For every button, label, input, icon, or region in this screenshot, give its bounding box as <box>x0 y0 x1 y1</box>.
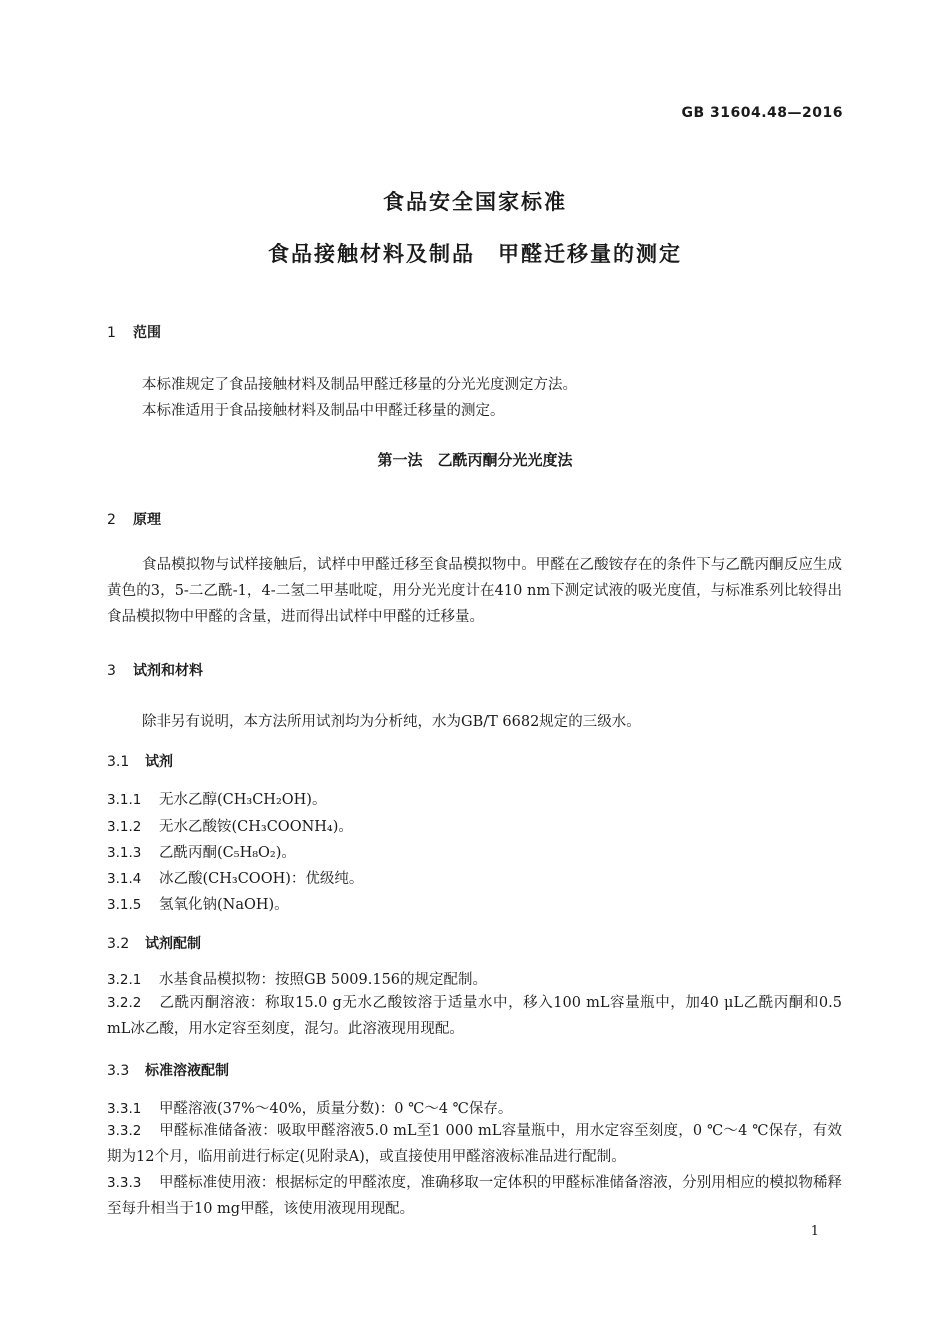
item-number: 3.2.2 <box>107 995 142 1011</box>
section-number: 3 <box>107 663 116 679</box>
section-number: 1 <box>107 325 116 341</box>
section-title: 范围 <box>133 325 161 341</box>
item-number: 3.3.3 <box>107 1175 142 1191</box>
item-text: 无水乙酸铵(CH₃COONH₄)。 <box>159 819 353 835</box>
list-item <box>107 1097 512 1118</box>
subsection-title: 试剂配制 <box>145 936 201 952</box>
scope-paragraph-1: 本标准规定了食品接触材料及制品甲醛迁移量的分光光度测定方法。 <box>142 377 577 393</box>
subsection-title: 标准溶液配制 <box>145 1063 229 1079</box>
section-title: 试剂和材料 <box>133 663 203 679</box>
item-number: 3.1.1 <box>107 792 142 808</box>
subsection-3-3-heading <box>107 1060 229 1080</box>
item-number: 3.1.3 <box>107 845 142 861</box>
document-title-line2: 食品接触材料及制品 甲醛迁移量的测定 <box>268 242 682 266</box>
subsection-title: 试剂 <box>145 754 173 770</box>
page-number: 1 <box>810 1224 819 1239</box>
list-item <box>107 990 842 1042</box>
item-number: 3.3.2 <box>107 1123 142 1139</box>
list-item <box>107 841 296 862</box>
item-text: 甲醛标准储备液：吸取甲醛溶液5.0 mL至1 000 mL容量瓶中，用水定容至刻度，0 ℃～4 ℃保存，有效期为12个月，临用前进行标定(见附录A)，或直接使用甲醛溶液标准品进行配制。 <box>107 1123 842 1165</box>
item-text: 冰乙酸(CH₃COOH)：优级纯。 <box>159 871 364 887</box>
item-text: 氢氧化钠(NaOH)。 <box>159 897 289 913</box>
list-item <box>107 867 363 888</box>
item-number: 3.1.4 <box>107 871 142 887</box>
item-number: 3.1.2 <box>107 819 142 835</box>
standard-number: GB 31604.48—2016 <box>681 105 843 121</box>
list-item <box>107 968 487 989</box>
item-number: 3.3.1 <box>107 1101 142 1117</box>
subsection-number: 3.2 <box>107 936 130 952</box>
item-text: 甲醛溶液(37%～40%，质量分数)：0 ℃～4 ℃保存。 <box>159 1101 513 1117</box>
document-title-line1: 食品安全国家标准 <box>383 190 567 214</box>
scope-paragraph-2: 本标准适用于食品接触材料及制品中甲醛迁移量的测定。 <box>142 403 505 419</box>
section-title: 原理 <box>133 512 161 528</box>
item-text: 水基食品模拟物：按照GB 5009.156的规定配制。 <box>159 972 488 988</box>
list-item <box>107 893 289 914</box>
list-item <box>107 1118 842 1170</box>
list-item <box>107 815 353 836</box>
section-1-heading <box>107 322 161 342</box>
item-number: 3.2.1 <box>107 972 142 988</box>
item-number: 3.1.5 <box>107 897 142 913</box>
section-2-heading <box>107 509 161 529</box>
section-number: 2 <box>107 512 116 528</box>
subsection-3-2-heading <box>107 933 201 953</box>
item-text: 无水乙醇(CH₃CH₂OH)。 <box>159 792 327 808</box>
reagents-intro-paragraph: 除非另有说明，本方法所用试剂均为分析纯，水为GB/T 6682规定的三级水。 <box>142 714 641 730</box>
item-text: 甲醛标准使用液：根据标定的甲醛浓度，准确移取一定体积的甲醛标准储备溶液，分别用相应的模拟物稀释至每升相当于10 mg甲醛，该使用液现用现配。 <box>107 1175 842 1217</box>
subsection-3-1-heading <box>107 751 173 771</box>
section-3-heading <box>107 660 203 680</box>
subsection-number: 3.3 <box>107 1063 130 1079</box>
item-text: 乙酰丙酮(C₅H₈O₂)。 <box>159 845 296 861</box>
method-title: 第一法 乙酰丙酮分光光度法 <box>377 451 573 469</box>
principle-paragraph: 食品模拟物与试样接触后，试样中甲醛迁移至食品模拟物中。甲醛在乙酸铵存在的条件下与乙酰丙酮反应生成黄色的3，5-二乙酰-1，4-二氢二甲基吡啶，用分光光度计在410 nm下测定试液的吸光度值，与标准系列比较得出食品模拟物中甲醛的含量，进而得出试样中甲醛的迁移量。 <box>107 557 842 625</box>
item-text: 乙酰丙酮溶液：称取15.0 g无水乙酸铵溶于适量水中，移入100 mL容量瓶中，加40 μL乙酰丙酮和0.5 mL冰乙酸，用水定容至刻度，混匀。此溶液现用现配。 <box>107 995 842 1037</box>
subsection-number: 3.1 <box>107 754 130 770</box>
list-item <box>107 1170 842 1222</box>
list-item <box>107 788 326 809</box>
